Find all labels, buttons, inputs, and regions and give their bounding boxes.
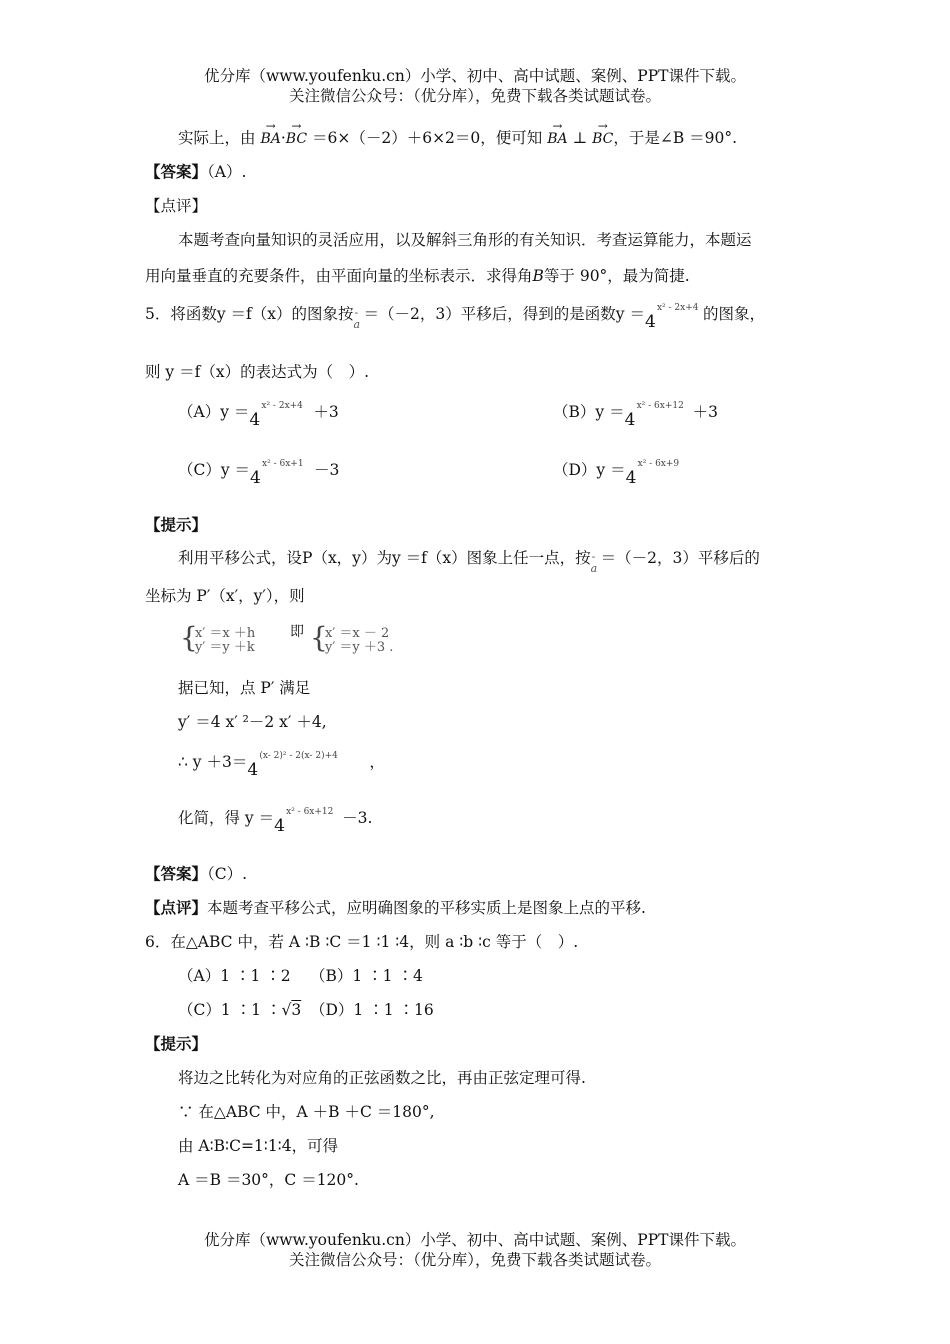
- q6-hint-line-3: 由 A∶B∶C=1∶1∶4，可得: [178, 1137, 339, 1155]
- answer-value: （A）.: [207, 163, 247, 181]
- q4-comment-line-1: 本题考查向量知识的灵活应用，以及解斜三角形的有关知识．考查运算能力，本题运: [178, 231, 752, 249]
- q5-stem-d: 的图象，: [702, 305, 765, 323]
- q6-hint-line-4: A ＝B ＝30°，C ＝120°.: [178, 1171, 359, 1189]
- q6-hint-label: 【提示】: [145, 1034, 208, 1053]
- q5-hint-line-2: 坐标为 P′（x′，y′），则: [145, 587, 305, 605]
- vector-bc: → BC: [286, 129, 307, 149]
- q5-hint-line-4: y′ ＝4 x′ ²－2 x′ ＋4,: [178, 713, 327, 731]
- q4-line-pre: 实际上，由: [178, 129, 256, 147]
- q5-option-d: （D）y ＝ 4 x² - 6x+9: [553, 459, 680, 488]
- header-line-2: 关注微信公众号：（优分库），免费下载各类试题试卷。: [288, 87, 661, 105]
- q6-stem: 6．在△ABC 中，若 A ∶B ∶C ＝1 ∶1 ∶4，则 a ∶b ∶c 等于（ ）.: [145, 933, 579, 951]
- answer-label: 【答案】: [145, 162, 208, 181]
- q5-option-a: （A）y ＝ 4 x² - 2x+4 ＋3: [178, 401, 339, 430]
- q6-option-b: （B）1 ∶1 ∶4: [310, 967, 423, 985]
- q5-option-c: （C）y ＝ 4 x² - 6x+1 －3: [178, 459, 340, 488]
- q6-option-a: （A）1 ∶1 ∶2: [178, 967, 291, 985]
- q4-comment-label: 【点评】: [145, 197, 208, 215]
- header-line-1: 优分库（www.youfenku.cn）小学、初中、高中试题、案例、PPT课件下载。: [203, 67, 747, 85]
- q6-option-d: （D）1 ∶1 ∶16: [310, 1001, 434, 1019]
- q5-answer: 【答案】（C）.: [145, 864, 248, 883]
- q5-stem-y: y ＝: [615, 305, 645, 323]
- vector-ba: → BA: [260, 129, 280, 149]
- vector-a: - a: [354, 305, 364, 325]
- q5-stem: [145, 302, 765, 332]
- angle-var: B: [532, 267, 544, 285]
- q4-comment-line-2: [145, 266, 690, 286]
- q5-hint-line-3: 据已知，点 P′ 满足: [178, 679, 311, 697]
- q5-stem-power: 4 x² - 2x+4: [644, 303, 699, 332]
- q4-answer: [145, 162, 246, 182]
- perp-symbol: ⊥: [572, 129, 588, 147]
- q6-hint-line-2: ∵ 在△ABC 中，A ＋B ＋C ＝180°,: [178, 1103, 435, 1121]
- q5-option-b: （B）y ＝ 4 x² - 6x+12 ＋3: [553, 401, 718, 430]
- dot-operator: ·: [280, 129, 286, 147]
- q6-hint-line-1: 将边之比转化为对应角的正弦函数之比，再由正弦定理可得.: [178, 1069, 586, 1087]
- q4-comment-line-2-post: 等于 90°，最为简捷.: [543, 267, 690, 285]
- q5-stem-2: 则 y ＝f（x）的表达式为（ ）.: [145, 363, 370, 381]
- vector-ba-2: → BA: [547, 129, 567, 149]
- footer-line-2: 关注微信公众号：（优分库），免费下载各类试题试卷。: [288, 1251, 661, 1269]
- q5-stem-c: ＝（－2，3）平移后，得到的是函数: [363, 305, 616, 323]
- q4-vector-line: [178, 128, 737, 149]
- q5-hint-line-5: ∴ y ＋3＝ 4 (x- 2)² - 2(x- 2)+4 ，: [178, 751, 385, 780]
- q5-comment: 【点评】本题考查平移公式，应明确图象的平移实质上是图象上点的平移.: [145, 898, 646, 917]
- q5-stem-b: y ＝f（x）的图象按: [216, 305, 354, 323]
- q5-hint-line-1: 利用平移公式，设P（x，y）为y ＝f（x）图象上任一点，按 - a ＝（－2，3）平移后的: [178, 548, 760, 569]
- q5-number: 5．将函数: [145, 305, 217, 323]
- footer-line-1: 优分库（www.youfenku.cn）小学、初中、高中试题、案例、PPT课件下载。: [203, 1231, 747, 1249]
- equation-ji: 即: [290, 624, 304, 640]
- vector-bc-2: → BC: [592, 129, 613, 149]
- q5-hint-label: 【提示】: [145, 515, 208, 534]
- q4-line-post: ，于是∠B ＝90°.: [613, 129, 738, 147]
- q4-comment-line-2-pre: 用向量垂直的充要条件，由平面向量的坐标表示．求得角: [145, 267, 533, 285]
- q5-hint-line-6: 化简，得 y ＝ 4 x² - 6x+12 －3.: [178, 807, 373, 836]
- q4-line-mid: ＝6×（－2）＋6×2＝0，便可知: [312, 129, 543, 147]
- q6-option-c: （C）1 ∶1 ∶√3: [178, 1001, 302, 1019]
